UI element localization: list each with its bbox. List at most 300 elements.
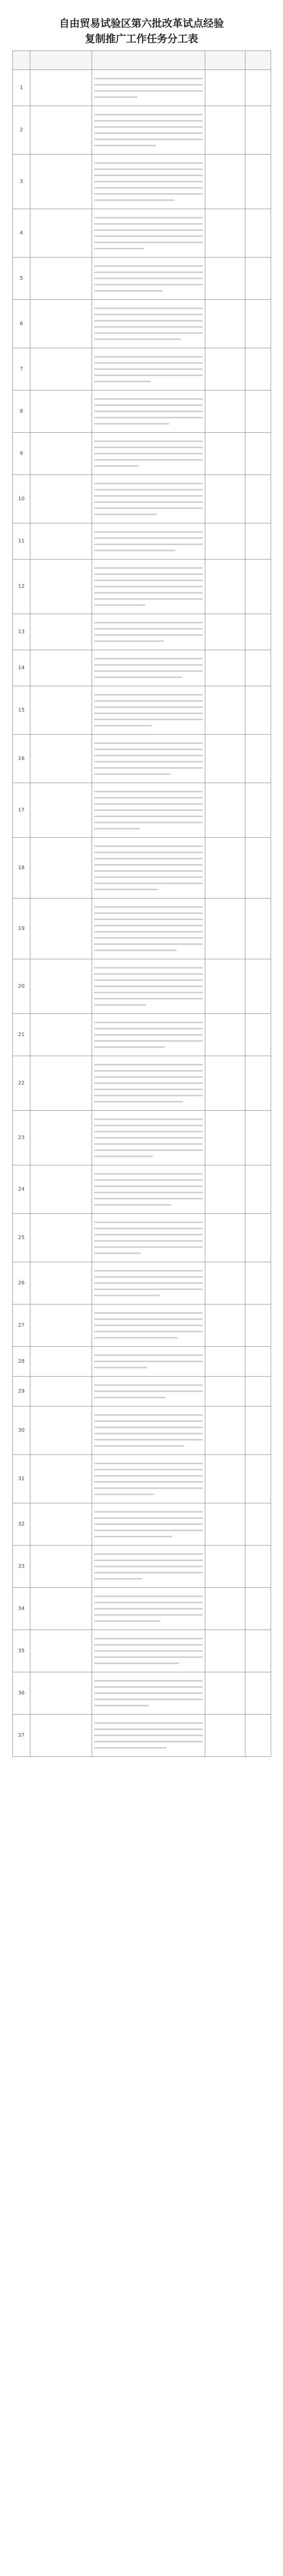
table-row xyxy=(13,959,271,1014)
row-department xyxy=(205,106,245,155)
content-line-placeholder xyxy=(94,229,203,231)
content-line-placeholder xyxy=(94,537,203,539)
content-line-placeholder xyxy=(94,986,203,987)
content-line-placeholder xyxy=(94,809,203,811)
content-line-placeholder xyxy=(94,139,203,140)
row-index: 37 xyxy=(13,1715,30,1757)
content-line-placeholder xyxy=(94,362,203,364)
row-title xyxy=(30,155,92,209)
content-line-placeholder xyxy=(94,381,151,382)
row-content xyxy=(92,1056,205,1111)
row-department xyxy=(205,70,245,106)
content-line-placeholder xyxy=(94,1469,203,1470)
content-line-placeholder xyxy=(94,634,203,636)
content-line-placeholder xyxy=(94,803,203,805)
row-scope xyxy=(245,1056,271,1111)
content-line-placeholder xyxy=(94,1735,203,1736)
content-line-placeholder xyxy=(94,1331,203,1332)
row-department xyxy=(205,523,245,560)
content-line-placeholder xyxy=(94,1420,203,1422)
row-content xyxy=(92,523,205,560)
row-title xyxy=(30,838,92,899)
content-line-placeholder xyxy=(94,1270,203,1272)
row-index: 11 xyxy=(13,523,30,560)
row-department xyxy=(205,1056,245,1111)
content-line-placeholder xyxy=(94,1572,203,1573)
content-line-placeholder xyxy=(94,622,203,623)
row-content xyxy=(92,1347,205,1377)
row-content xyxy=(92,1455,205,1503)
row-content xyxy=(92,106,205,155)
row-title xyxy=(30,1214,92,1262)
content-line-placeholder xyxy=(94,767,203,769)
table-row xyxy=(13,838,271,899)
content-line-placeholder xyxy=(94,580,203,581)
content-line-placeholder xyxy=(94,440,203,442)
row-content xyxy=(92,258,205,300)
content-line-placeholder xyxy=(94,749,203,750)
row-index: 22 xyxy=(13,1056,30,1111)
table-row xyxy=(13,106,271,155)
row-content xyxy=(92,1111,205,1165)
content-line-placeholder xyxy=(94,193,203,195)
content-line-placeholder xyxy=(94,816,203,817)
content-line-placeholder xyxy=(94,1325,203,1326)
content-line-placeholder xyxy=(94,967,203,969)
content-line-placeholder xyxy=(94,1596,203,1597)
content-line-placeholder xyxy=(94,664,203,666)
content-line-placeholder xyxy=(94,1560,203,1561)
row-content xyxy=(92,300,205,348)
row-index: 33 xyxy=(13,1546,30,1588)
table-row xyxy=(13,433,271,475)
row-content xyxy=(92,209,205,258)
content-line-placeholder xyxy=(94,290,163,292)
content-line-placeholder xyxy=(94,845,203,847)
content-line-placeholder xyxy=(94,1566,203,1567)
row-title xyxy=(30,1503,92,1546)
row-scope xyxy=(245,523,271,560)
content-line-placeholder xyxy=(94,332,203,334)
table-row xyxy=(13,1377,271,1406)
content-line-placeholder xyxy=(94,1614,203,1616)
content-line-placeholder xyxy=(94,1337,178,1338)
content-line-placeholder xyxy=(94,459,203,461)
content-line-placeholder xyxy=(94,404,203,406)
row-content xyxy=(92,348,205,391)
row-title xyxy=(30,614,92,650)
content-line-placeholder xyxy=(94,706,203,708)
row-index: 16 xyxy=(13,735,30,783)
row-index: 7 xyxy=(13,348,30,391)
content-line-placeholder xyxy=(94,126,203,128)
content-line-placeholder xyxy=(94,1553,203,1555)
row-title xyxy=(30,650,92,686)
row-index: 3 xyxy=(13,155,30,209)
content-line-placeholder xyxy=(94,1445,184,1447)
content-line-placeholder xyxy=(94,132,203,134)
content-line-placeholder xyxy=(94,217,203,218)
row-index: 6 xyxy=(13,300,30,348)
table-row xyxy=(13,1111,271,1165)
content-line-placeholder xyxy=(94,114,203,115)
content-line-placeholder xyxy=(94,1475,203,1477)
content-line-placeholder xyxy=(94,1192,203,1193)
row-content xyxy=(92,1377,205,1406)
content-line-placeholder xyxy=(94,1076,203,1078)
content-line-placeholder xyxy=(94,1156,153,1157)
row-index: 12 xyxy=(13,560,30,614)
row-index: 30 xyxy=(13,1406,30,1455)
row-title xyxy=(30,258,92,300)
row-scope xyxy=(245,899,271,959)
row-scope xyxy=(245,106,271,155)
content-line-placeholder xyxy=(94,1198,203,1199)
content-line-placeholder xyxy=(94,453,203,454)
content-line-placeholder xyxy=(94,1131,203,1132)
row-content xyxy=(92,155,205,209)
table-row xyxy=(13,523,271,560)
row-content xyxy=(92,1262,205,1304)
content-line-placeholder xyxy=(94,713,203,714)
row-content xyxy=(92,1546,205,1588)
content-line-placeholder xyxy=(94,465,139,467)
row-scope xyxy=(245,1630,271,1672)
content-line-placeholder xyxy=(94,1427,203,1428)
content-line-placeholder xyxy=(94,90,203,92)
row-index: 26 xyxy=(13,1262,30,1304)
row-content xyxy=(92,959,205,1014)
table-row xyxy=(13,1304,271,1347)
content-line-placeholder xyxy=(94,1312,203,1314)
row-content xyxy=(92,433,205,475)
row-content xyxy=(92,70,205,106)
content-line-placeholder xyxy=(94,598,203,600)
row-content xyxy=(92,1503,205,1546)
row-title xyxy=(30,1715,92,1757)
row-scope xyxy=(245,1214,271,1262)
content-line-placeholder xyxy=(94,906,203,908)
row-index: 35 xyxy=(13,1630,30,1672)
content-line-placeholder xyxy=(94,1289,203,1290)
content-line-placeholder xyxy=(94,550,175,551)
row-department xyxy=(205,899,245,959)
row-department xyxy=(205,1304,245,1347)
table-row xyxy=(13,1406,271,1455)
content-line-placeholder xyxy=(94,1463,203,1464)
row-content xyxy=(92,1165,205,1214)
content-line-placeholder xyxy=(94,1728,203,1730)
table-row xyxy=(13,899,271,959)
content-line-placeholder xyxy=(94,1487,203,1489)
table-row xyxy=(13,1672,271,1715)
row-content xyxy=(92,686,205,735)
content-line-placeholder xyxy=(94,1578,142,1580)
content-line-placeholder xyxy=(94,1246,203,1248)
row-department xyxy=(205,1455,245,1503)
content-line-placeholder xyxy=(94,1125,203,1126)
row-title xyxy=(30,209,92,258)
row-scope xyxy=(245,1014,271,1056)
content-line-placeholder xyxy=(94,1143,203,1145)
content-line-placeholder xyxy=(94,658,203,659)
content-line-placeholder xyxy=(94,514,157,515)
row-department xyxy=(205,1262,245,1304)
row-department xyxy=(205,1165,245,1214)
row-index: 1 xyxy=(13,70,30,106)
content-line-placeholder xyxy=(94,694,203,696)
row-scope xyxy=(245,650,271,686)
row-scope xyxy=(245,1347,271,1377)
content-line-placeholder xyxy=(94,640,164,642)
row-scope xyxy=(245,70,271,106)
row-department xyxy=(205,258,245,300)
table-row xyxy=(13,1455,271,1503)
content-line-placeholder xyxy=(94,828,140,829)
header-dept xyxy=(205,51,245,70)
row-title xyxy=(30,735,92,783)
table-row xyxy=(13,650,271,686)
content-line-placeholder xyxy=(94,265,203,267)
table-header-row xyxy=(13,51,271,70)
content-line-placeholder xyxy=(94,187,203,189)
content-line-placeholder xyxy=(94,1481,203,1483)
content-line-placeholder xyxy=(94,84,203,86)
row-department xyxy=(205,209,245,258)
row-department xyxy=(205,959,245,1014)
row-scope xyxy=(245,1672,271,1715)
row-scope xyxy=(245,348,271,391)
document-title-line-1: 自由贸易试验区第六批改革试点经验 xyxy=(59,17,224,29)
content-line-placeholder xyxy=(94,1040,203,1042)
row-scope xyxy=(245,783,271,838)
row-title xyxy=(30,560,92,614)
row-scope xyxy=(245,391,271,433)
content-line-placeholder xyxy=(94,676,182,678)
content-line-placeholder xyxy=(94,284,203,285)
content-line-placeholder xyxy=(94,797,203,799)
row-department xyxy=(205,1546,245,1588)
row-content xyxy=(92,560,205,614)
row-scope xyxy=(245,1262,271,1304)
row-title xyxy=(30,1262,92,1304)
row-scope xyxy=(245,1503,271,1546)
content-line-placeholder xyxy=(94,278,203,279)
content-line-placeholder xyxy=(94,314,203,315)
content-line-placeholder xyxy=(94,447,203,448)
content-line-placeholder xyxy=(94,145,156,146)
content-line-placeholder xyxy=(94,773,170,775)
content-line-placeholder xyxy=(94,937,203,939)
row-department xyxy=(205,433,245,475)
row-title xyxy=(30,1165,92,1214)
table-row xyxy=(13,258,271,300)
content-line-placeholder xyxy=(94,1295,160,1296)
content-line-placeholder xyxy=(94,1101,183,1103)
content-line-placeholder xyxy=(94,992,203,993)
table-row xyxy=(13,209,271,258)
row-title xyxy=(30,959,92,1014)
content-line-placeholder xyxy=(94,858,203,859)
task-table-wrapper xyxy=(12,50,271,1757)
row-index: 14 xyxy=(13,650,30,686)
content-line-placeholder xyxy=(94,889,158,890)
row-title xyxy=(30,300,92,348)
row-department xyxy=(205,348,245,391)
row-title xyxy=(30,686,92,735)
content-line-placeholder xyxy=(94,120,203,122)
content-line-placeholder xyxy=(94,1608,203,1609)
row-content xyxy=(92,899,205,959)
content-line-placeholder xyxy=(94,822,203,823)
table-row xyxy=(13,783,271,838)
content-line-placeholder xyxy=(94,725,152,726)
content-line-placeholder xyxy=(94,719,203,720)
content-line-placeholder xyxy=(94,1173,203,1175)
table-row xyxy=(13,1588,271,1630)
content-line-placeholder xyxy=(94,507,203,509)
table-row xyxy=(13,300,271,348)
content-line-placeholder xyxy=(94,791,203,792)
row-content xyxy=(92,614,205,650)
row-title xyxy=(30,1111,92,1165)
row-department xyxy=(205,838,245,899)
content-line-placeholder xyxy=(94,1354,203,1356)
content-line-placeholder xyxy=(94,1118,203,1120)
content-line-placeholder xyxy=(94,950,176,951)
row-scope xyxy=(245,1377,271,1406)
row-scope xyxy=(245,209,271,258)
row-content xyxy=(92,475,205,523)
row-title xyxy=(30,899,92,959)
content-line-placeholder xyxy=(94,1414,203,1416)
content-line-placeholder xyxy=(94,1222,203,1223)
content-line-placeholder xyxy=(94,199,174,201)
content-line-placeholder xyxy=(94,1095,203,1096)
content-line-placeholder xyxy=(94,96,137,98)
row-index: 32 xyxy=(13,1503,30,1546)
content-line-placeholder xyxy=(94,1282,203,1284)
row-content xyxy=(92,1630,205,1672)
row-department xyxy=(205,560,245,614)
content-line-placeholder xyxy=(94,272,203,273)
content-line-placeholder xyxy=(94,586,203,587)
content-line-placeholder xyxy=(94,1318,203,1320)
row-content xyxy=(92,783,205,838)
content-line-placeholder xyxy=(94,1699,203,1700)
row-department xyxy=(205,1630,245,1672)
content-line-placeholder xyxy=(94,1082,203,1084)
table-body xyxy=(13,70,271,1757)
row-index: 25 xyxy=(13,1214,30,1262)
content-line-placeholder xyxy=(94,1705,149,1706)
row-title xyxy=(30,1347,92,1377)
content-line-placeholder xyxy=(94,242,203,243)
content-line-placeholder xyxy=(94,1234,203,1235)
row-title xyxy=(30,1672,92,1715)
row-scope xyxy=(245,1455,271,1503)
header-content xyxy=(92,51,205,70)
content-line-placeholder xyxy=(94,1384,203,1386)
row-content xyxy=(92,1715,205,1757)
content-line-placeholder xyxy=(94,1494,154,1495)
content-line-placeholder xyxy=(94,925,203,926)
row-title xyxy=(30,1014,92,1056)
row-scope xyxy=(245,686,271,735)
row-scope xyxy=(245,155,271,209)
content-line-placeholder xyxy=(94,1747,167,1749)
content-line-placeholder xyxy=(94,567,203,569)
content-line-placeholder xyxy=(94,1070,203,1072)
row-content xyxy=(92,391,205,433)
content-line-placeholder xyxy=(94,919,203,920)
row-index: 34 xyxy=(13,1588,30,1630)
document-title-line-2: 复制推广工作任务分工表 xyxy=(85,32,198,45)
row-title xyxy=(30,475,92,523)
header-scope xyxy=(245,51,271,70)
row-content xyxy=(92,1672,205,1715)
content-line-placeholder xyxy=(94,1028,203,1029)
content-line-placeholder xyxy=(94,973,203,975)
row-scope xyxy=(245,1715,271,1757)
row-scope xyxy=(245,1111,271,1165)
content-line-placeholder xyxy=(94,1692,203,1694)
content-line-placeholder xyxy=(94,1397,166,1398)
table-row xyxy=(13,155,271,209)
content-line-placeholder xyxy=(94,1022,203,1023)
row-department xyxy=(205,650,245,686)
content-line-placeholder xyxy=(94,1185,203,1187)
row-department xyxy=(205,391,245,433)
row-content xyxy=(92,650,205,686)
table-row xyxy=(13,70,271,106)
content-line-placeholder xyxy=(94,78,203,79)
table-row xyxy=(13,1630,271,1672)
content-line-placeholder xyxy=(94,1004,146,1006)
row-title xyxy=(30,348,92,391)
row-department xyxy=(205,1588,245,1630)
row-index: 19 xyxy=(13,899,30,959)
table-row xyxy=(13,1503,271,1546)
content-line-placeholder xyxy=(94,544,203,545)
table-row xyxy=(13,1715,271,1757)
content-line-placeholder xyxy=(94,742,203,744)
row-title xyxy=(30,1588,92,1630)
content-line-placeholder xyxy=(94,883,203,884)
row-department xyxy=(205,1214,245,1262)
content-line-placeholder xyxy=(94,700,203,702)
row-scope xyxy=(245,300,271,348)
content-line-placeholder xyxy=(94,1650,203,1652)
content-line-placeholder xyxy=(94,320,203,321)
row-index: 18 xyxy=(13,838,30,899)
content-line-placeholder xyxy=(94,495,203,497)
row-content xyxy=(92,1304,205,1347)
row-title xyxy=(30,1056,92,1111)
content-line-placeholder xyxy=(94,852,203,853)
row-department xyxy=(205,475,245,523)
row-index: 28 xyxy=(13,1347,30,1377)
row-department xyxy=(205,155,245,209)
content-line-placeholder xyxy=(94,1741,203,1742)
row-index: 31 xyxy=(13,1455,30,1503)
content-line-placeholder xyxy=(94,592,203,594)
content-line-placeholder xyxy=(94,761,203,762)
content-line-placeholder xyxy=(94,1064,203,1065)
table-row xyxy=(13,1165,271,1214)
content-line-placeholder xyxy=(94,1511,203,1513)
content-line-placeholder xyxy=(94,1656,203,1658)
